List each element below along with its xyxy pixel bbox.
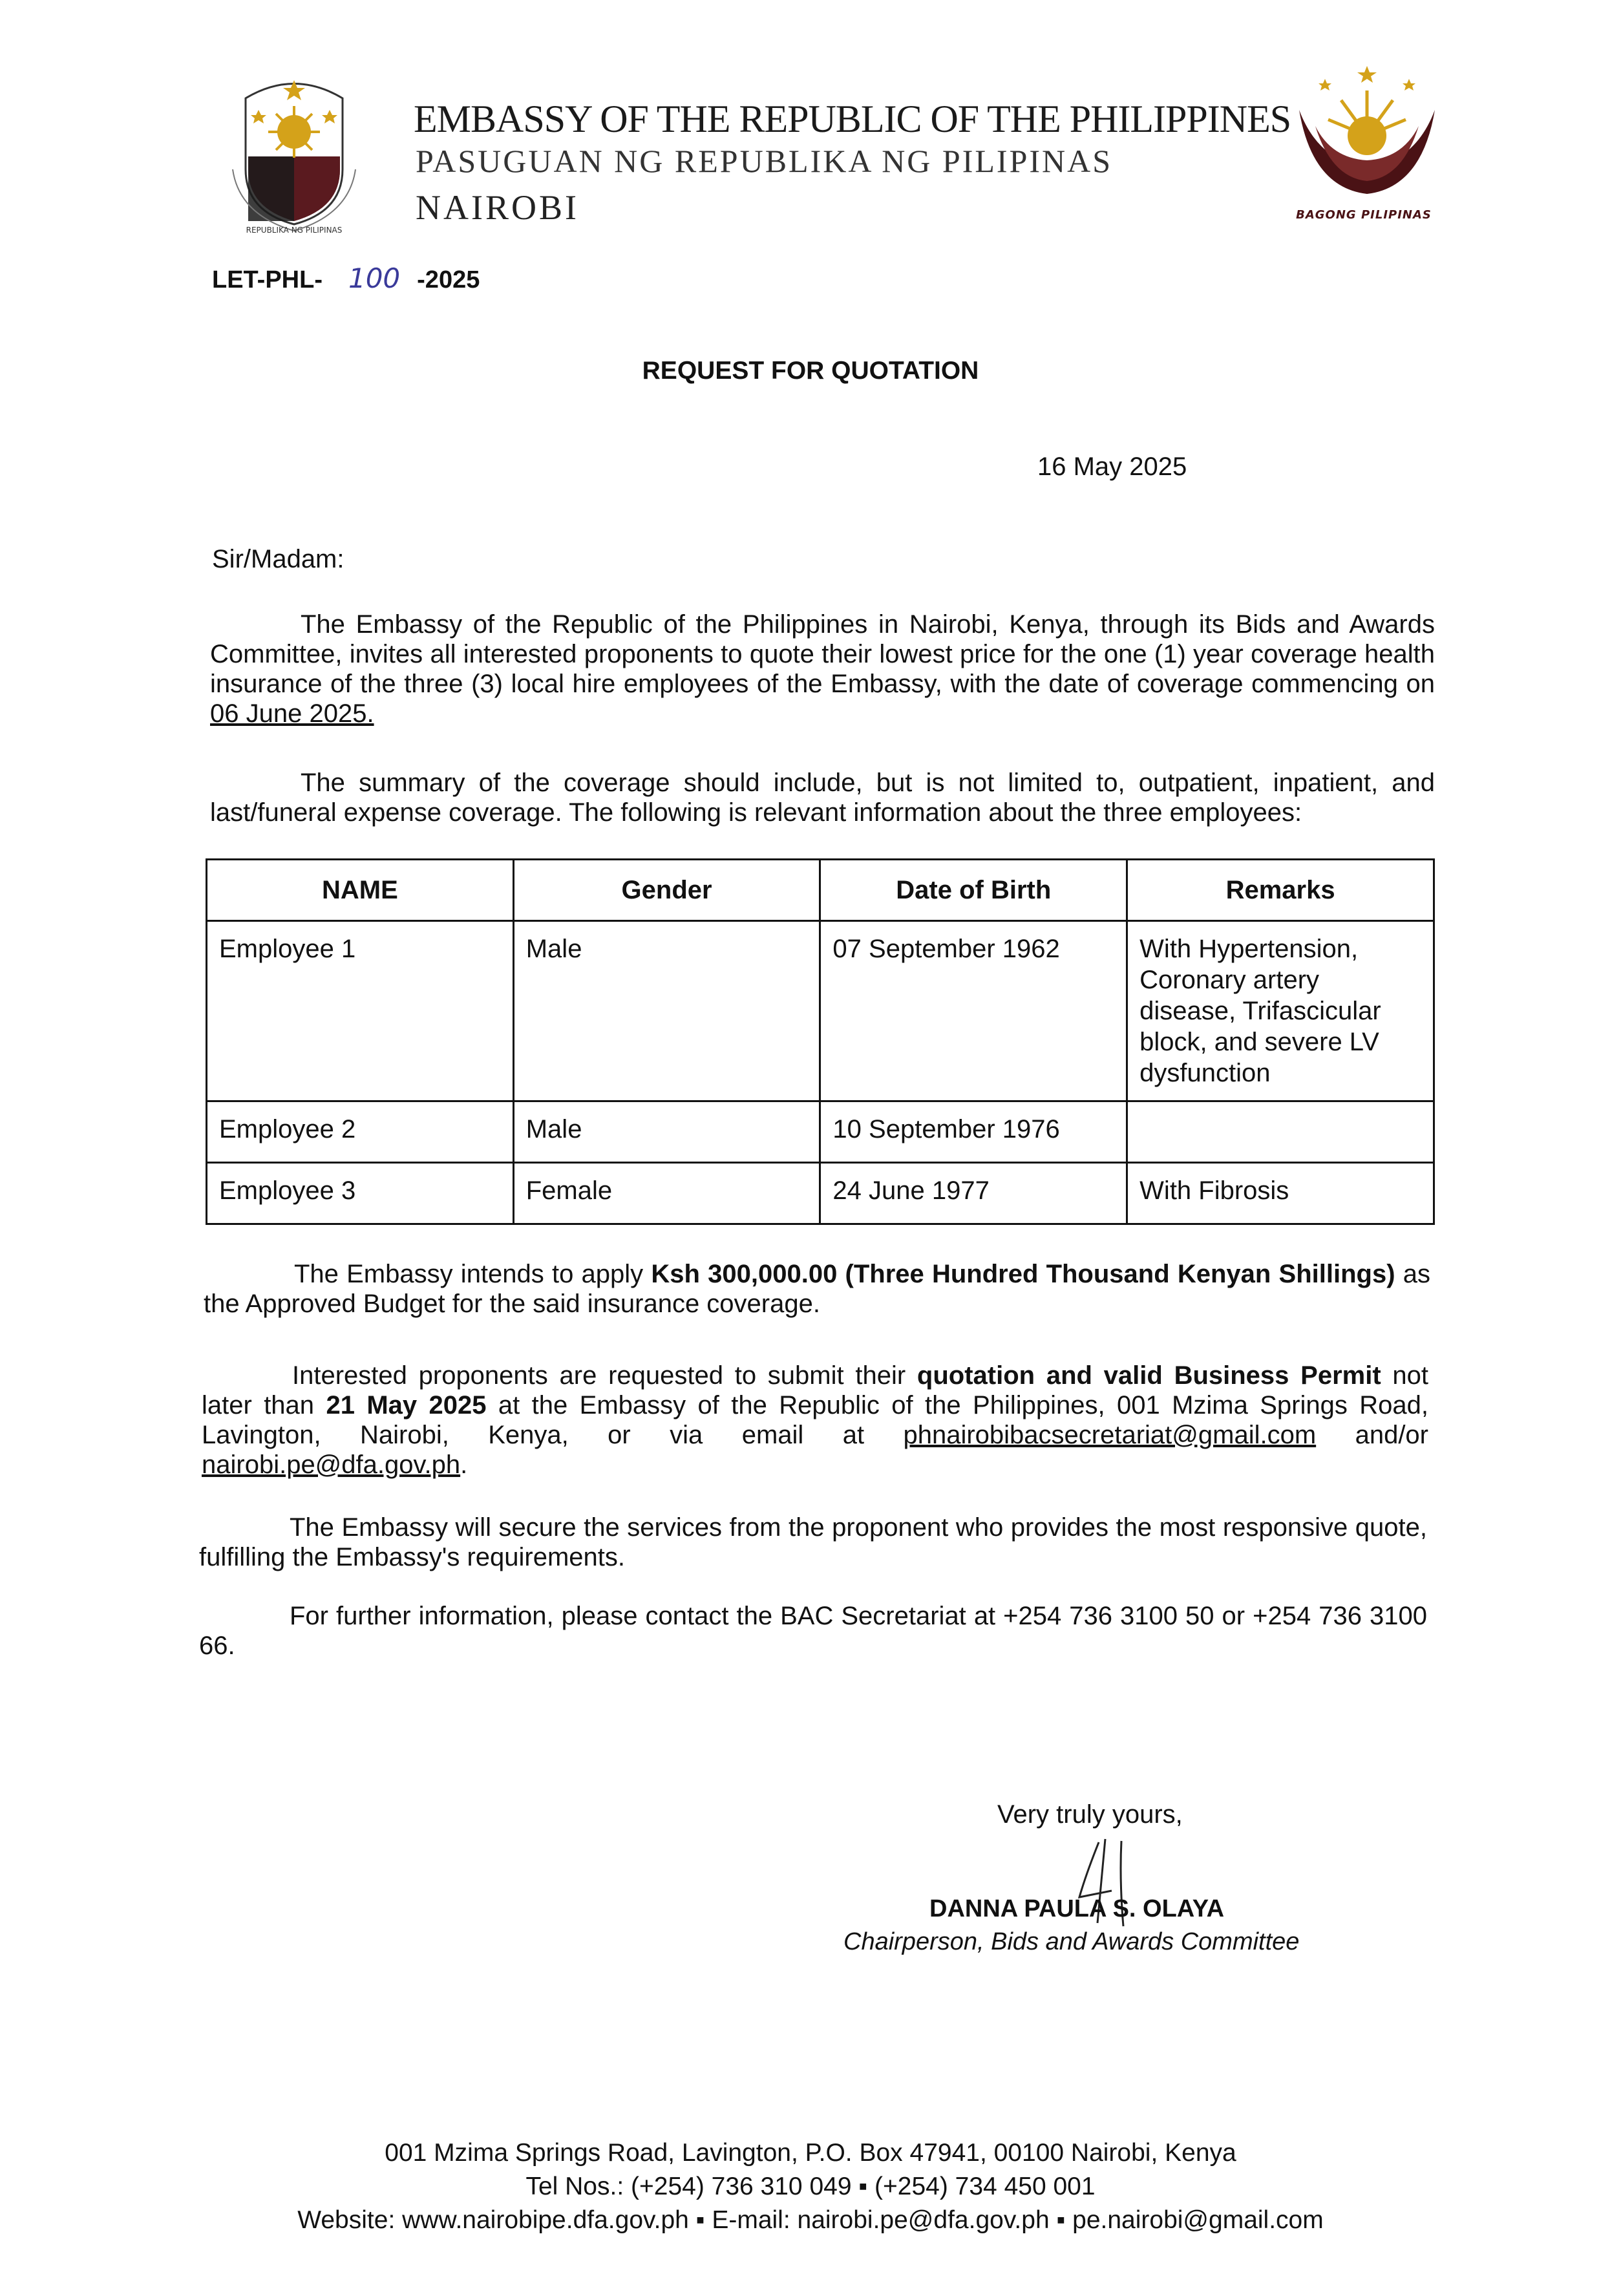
deadline-date: 21 May 2025 [326, 1391, 487, 1419]
footer-web-email: Website: www.nairobipe.dfa.gov.ph ▪ E-mail: nairobi.pe@dfa.gov.ph ▪ pe.nairobi@gmail.com [297, 2206, 1324, 2234]
employee-table [206, 858, 1435, 1225]
bagong-pilipinas-logo-icon [1286, 65, 1448, 200]
closing-line: Very truly yours, [997, 1800, 1183, 1829]
table-cell: Employee 3 [207, 1163, 514, 1224]
table-cell: 10 September 1976 [820, 1101, 1127, 1163]
table-cell: With Hypertension, Coronary artery disease, Trifascicular block, and severe LV dysfunction [1127, 921, 1434, 1101]
paragraph-invitation: The Embassy of the Republic of the Philippines in Nairobi, Kenya, through its Bids and Awards Committee, invites all interested proponents to quote their lowest price for the one (1) year coverage health insurance of the three (3) local hire employees of the Embassy, with the date of coverage commencing on 06 June 2025. [210, 610, 1435, 728]
table-header: NAME [207, 860, 514, 921]
paragraph-budget: The Embassy intends to apply Ksh 300,000.00 (Three Hundred Thousand Kenyan Shillings) as the Approved Budget for the said insurance coverage. [204, 1260, 1430, 1318]
signatory-title: Chairperson, Bids and Awards Committee [843, 1928, 1300, 1955]
footer-address: 001 Mzima Springs Road, Lavington, P.O. Box 47941, 00100 Nairobi, Kenya [385, 2139, 1236, 2167]
email-link-bac[interactable]: phnairobibacsecretariat@gmail.com [903, 1421, 1317, 1449]
table-cell: Male [513, 1101, 820, 1163]
table-header: Remarks [1127, 860, 1434, 921]
table-cell: 24 June 1977 [820, 1163, 1127, 1224]
table-cell: Employee 1 [207, 921, 514, 1101]
footer [0, 2136, 1621, 2237]
coverage-start-date: 06 June 2025. [210, 699, 374, 728]
embassy-city: NAIROBI [416, 188, 579, 227]
signatory-name: DANNA PAULA S. OLAYA [929, 1895, 1225, 1922]
letter-date: 16 May 2025 [1037, 452, 1187, 481]
table-cell: Employee 2 [207, 1101, 514, 1163]
seal-text: REPUBLIKA NG PILIPINAS [246, 226, 343, 234]
paragraph-coverage-summary: The summary of the coverage should include, but is not limited to, outpatient, inpatient, and last/funeral expense coverage. The following is relevant information about the three employees: [210, 769, 1435, 827]
table-cell [1127, 1101, 1434, 1163]
paragraph-contact: For further information, please contact the BAC Secretariat at +254 736 3100 50 or +254 736 3100 66. [199, 1602, 1427, 1660]
logo-tagline: BAGONG PILIPINAS [1296, 208, 1432, 222]
table-header: Date of Birth [820, 860, 1127, 921]
table-header-row [207, 860, 1434, 921]
embassy-name-filipino: PASUGUAN NG REPUBLIKA NG PILIPINAS [416, 143, 1113, 179]
salutation: Sir/Madam: [212, 545, 344, 573]
table-cell: Female [513, 1163, 820, 1224]
budget-amount: Ksh 300,000.00 (Three Hundred Thousand Kenyan Shillings) [651, 1260, 1395, 1288]
philippine-seal-icon [226, 72, 362, 234]
paragraph-selection: The Embassy will secure the services from the proponent who provides the most responsive quote, fulfilling the Embassy's requirements. [199, 1513, 1427, 1571]
table-row [207, 1163, 1434, 1224]
table-cell: Male [513, 921, 820, 1101]
email-link-embassy[interactable]: nairobi.pe@dfa.gov.ph [202, 1451, 461, 1479]
embassy-name-english: EMBASSY OF THE REPUBLIC OF THE PHILIPPINES [414, 98, 1291, 140]
document-title: REQUEST FOR QUOTATION [642, 357, 979, 385]
reference-number: LET-PHL- 100 -2025 [212, 262, 480, 294]
handwritten-number: 100 [348, 262, 401, 294]
table-header: Gender [513, 860, 820, 921]
table-row [207, 1101, 1434, 1163]
table-cell: With Fibrosis [1127, 1163, 1434, 1224]
table-cell: 07 September 1962 [820, 921, 1127, 1101]
table-row [207, 921, 1434, 1101]
footer-telephone: Tel Nos.: (+254) 736 310 049 ▪ (+254) 734 450 001 [525, 2173, 1096, 2200]
paragraph-submission: Interested proponents are requested to submit their quotation and valid Business Permit not later than 21 May 2025 at the Embassy of the Republic of the Philippines, 001 Mzima Springs Road, Lavington, Nairobi, Kenya, or via email at phnairobibacsecretariat@gmail.com and/or nairobi.pe@dfa.gov.ph. [202, 1361, 1429, 1479]
